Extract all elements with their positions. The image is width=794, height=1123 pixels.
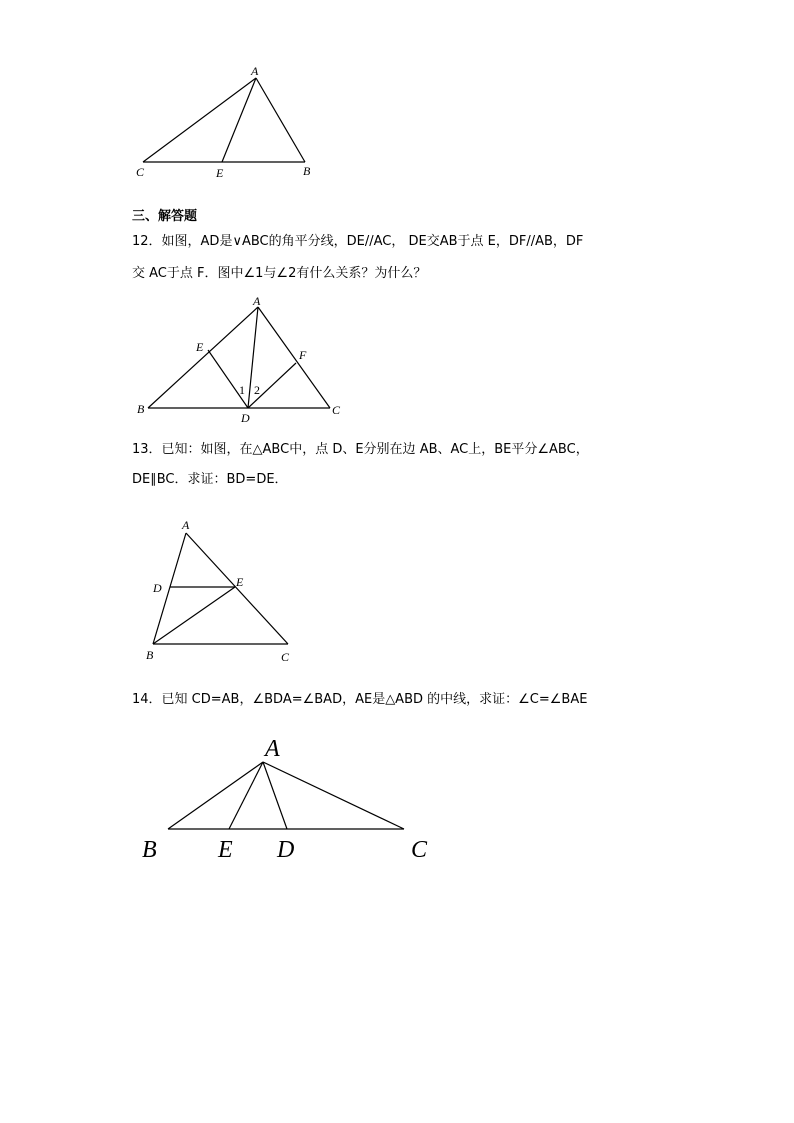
segment-ab [168,762,263,829]
label-d: D [277,837,295,863]
label-b: B [146,648,154,662]
label-e: E [218,837,233,863]
label-b: B [303,164,311,178]
label-a: A [182,518,190,532]
segment-ae [229,762,263,829]
angle-2-label: 2 [254,383,260,397]
label-d: D [153,581,162,595]
angle-1-label: 1 [239,383,245,397]
segment-ac [263,762,404,829]
label-e: E [196,340,204,354]
label-c: C [332,403,341,417]
q13-line2: DE∥BC．求证：BD=DE． [132,472,288,487]
label-a: A [251,64,259,78]
label-a: A [253,294,261,308]
label-c: C [281,650,290,664]
label-c: C [411,837,428,863]
q14-line1: 14．已知 CD=AB，∠BDA=∠BAD，AE是△ABD 的中线，求证：∠C=∠BAE [132,692,588,707]
q13-line1: 13．已知：如图，在△ABC中，点 D、E分别在边 AB、AC上，BE平分∠ABC， [132,442,589,457]
label-b: B [137,402,145,416]
label-e: E [236,575,244,589]
label-d: D [241,411,250,425]
label-a: A [265,736,280,762]
section-title: 三、解答题 [132,209,198,224]
q12-line1: 12．如图，AD是∨ABC的角平分线，DE//AC， DE交AB于点 E，DF//AB，DF [132,234,584,249]
label-f: F [299,348,307,362]
label-e: E [216,166,224,180]
label-c: C [136,165,145,179]
q12-line2: 交 AC于点 F．图中∠1与∠2有什么关系？为什么？ [132,266,427,281]
label-b: B [142,837,157,863]
